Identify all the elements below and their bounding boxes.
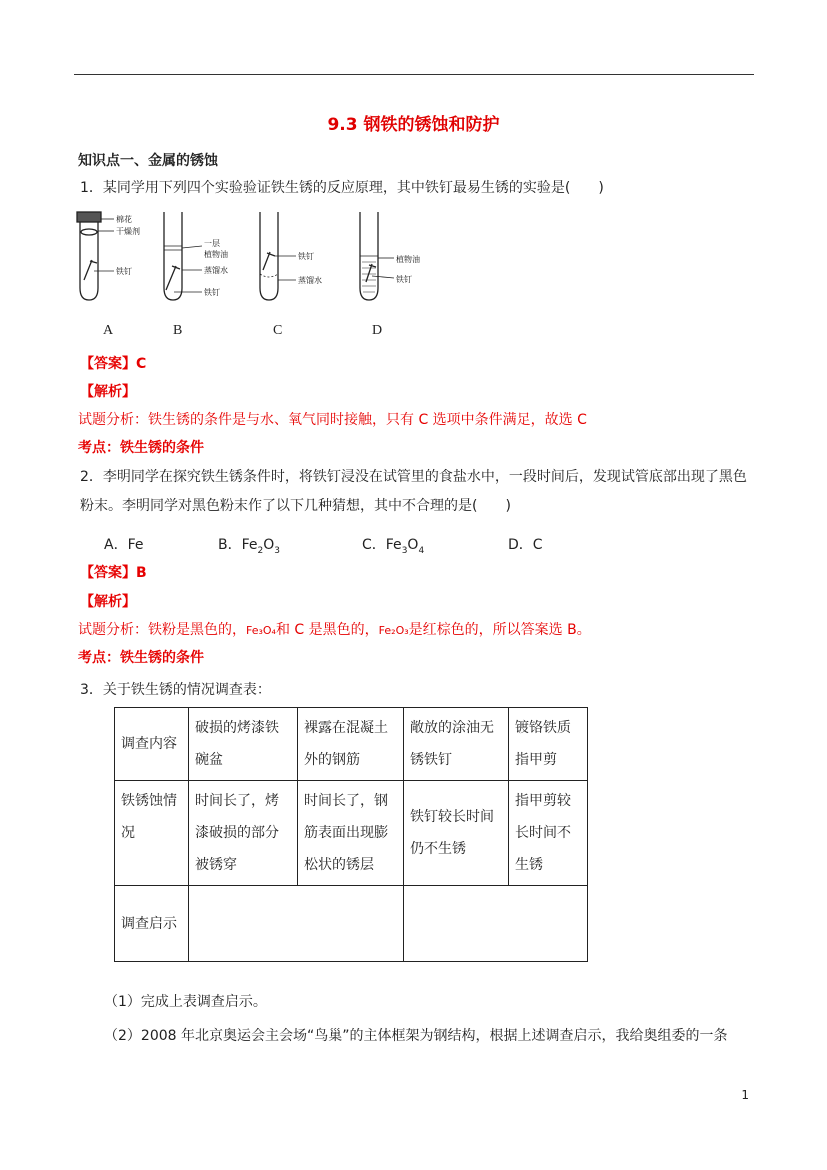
- page-number: 1: [741, 1088, 749, 1102]
- table-cell: 时间长了，烤漆破损的部分被锈穿: [189, 781, 298, 886]
- table-row: [115, 886, 588, 962]
- q2-point: 考点：铁生锈的条件: [78, 650, 204, 666]
- section-title: 知识点一、金属的锈蚀: [78, 153, 218, 169]
- survey-table: [114, 707, 588, 962]
- q3-text: 3．关于铁生锈的情况调查表：: [80, 682, 271, 698]
- table-row: [115, 708, 588, 781]
- label-a-desiccant: 干燥剂: [116, 227, 140, 236]
- caption-d: D: [372, 323, 383, 338]
- q2-answer: 【答案】B: [80, 565, 147, 581]
- label-a-nail: 铁钉: [116, 267, 132, 276]
- q2-option-a: A．Fe: [104, 537, 144, 553]
- label-a-cotton: 棉花: [116, 215, 132, 224]
- q1-analysis: 试题分析：铁生锈的条件是与水、氧气同时接触，只有 C 选项中条件满足，故选 C: [78, 412, 587, 428]
- q3-sub1: （1）完成上表调查启示。: [104, 994, 267, 1010]
- label-b-oil: 植物油: [204, 250, 228, 259]
- q1-answer: 【答案】C: [80, 356, 147, 372]
- caption-b: B: [173, 323, 183, 338]
- table-row: [115, 781, 588, 886]
- table-cell-empty: [404, 886, 588, 962]
- label-c-nail: 铁钉: [298, 252, 314, 261]
- q2-option-d: D．C: [508, 537, 543, 553]
- page-title: 9.3 钢铁的锈蚀和防护: [327, 115, 500, 135]
- q2-analysis-label: 【解析】: [80, 594, 136, 610]
- test-tube-a: [77, 212, 114, 300]
- table-cell-empty: [189, 886, 404, 962]
- table-cell: 指甲剪较长时间不生锈: [509, 781, 588, 886]
- header-rule: [74, 74, 754, 75]
- q1-analysis-label: 【解析】: [80, 384, 136, 400]
- label-c-water: 蒸馏水: [298, 276, 322, 285]
- caption-c: C: [273, 323, 283, 338]
- q2-analysis: 试题分析：铁粉是黑色的，Fe₃O₄和 C 是黑色的，Fe₂O₃是红棕色的，所以答案选 B。: [78, 622, 591, 638]
- table-cell: 裸露在混凝土外的钢筋: [298, 708, 404, 781]
- q3-sub2: （2）2008 年北京奥运会主会场“鸟巢”的主体框架为钢结构，根据上述调查启示，我给奥组委的一条: [104, 1028, 728, 1044]
- label-b-water: 蒸馏水: [204, 266, 228, 275]
- label-b-layer: 一层: [204, 239, 220, 248]
- table-cell: 调查启示: [115, 886, 189, 962]
- q2-option-b: B．$Fe_2O_3$: [218, 537, 281, 556]
- test-tube-b: [164, 212, 202, 300]
- test-tube-d: [360, 212, 394, 300]
- table-cell: 破损的烤漆铁碗盆: [189, 708, 298, 781]
- table-cell: 铁钉较长时间仍不生锈: [404, 781, 509, 886]
- table-cell: 调查内容: [115, 708, 189, 781]
- q2-option-c: C．$Fe_3O_4$: [362, 537, 425, 556]
- table-cell: 镀铬铁质指甲剪: [509, 708, 588, 781]
- caption-a: A: [103, 323, 114, 338]
- q1-figure: [70, 208, 470, 343]
- table-cell: 时间长了，钢筋表面出现膨松状的锈层: [298, 781, 404, 886]
- q1-point: 考点：铁生锈的条件: [78, 440, 204, 456]
- label-d-nail: 铁钉: [396, 275, 412, 284]
- q2-text: 2．李明同学在探究铁生锈条件时，将铁钉浸没在试管里的食盐水中，一段时间后，发现试管底部出现了黑色粉末。李明同学对黑色粉末作了以下几种猜想，其中不合理的是( ): [80, 469, 747, 514]
- label-d-oil: 植物油: [396, 255, 420, 264]
- table-cell: 敞放的涂油无锈铁钉: [404, 708, 509, 781]
- table-cell: 铁锈蚀情况: [115, 781, 189, 886]
- q1-text: 1．某同学用下列四个实验验证铁生锈的反应原理，其中铁钉最易生锈的实验是( ): [80, 180, 604, 196]
- label-b-nail: 铁钉: [204, 288, 220, 297]
- test-tube-c: [260, 212, 296, 300]
